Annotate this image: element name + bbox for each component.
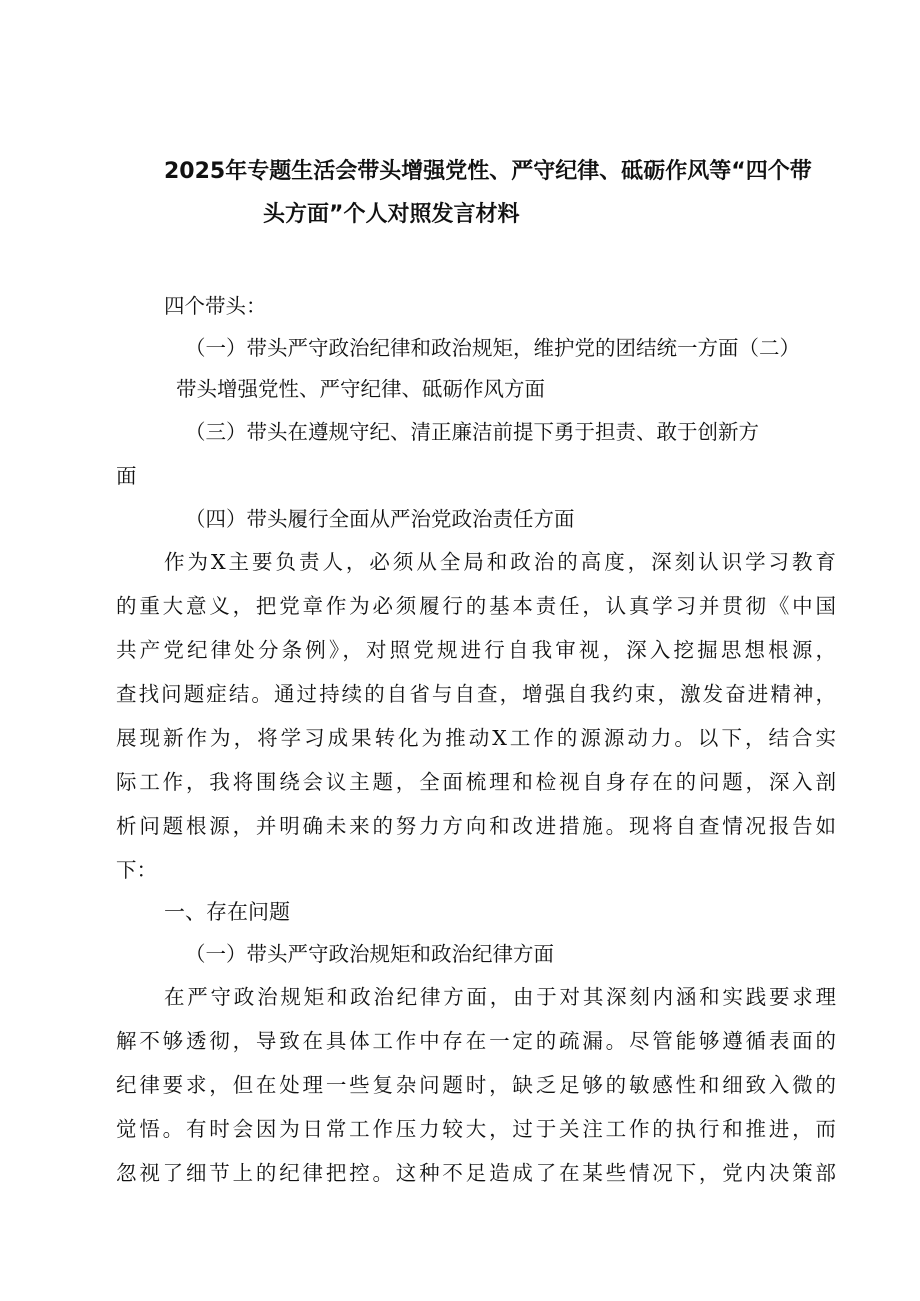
paragraph-line: 查找问题症结。通过持续的自省与自查，增强自我约束，激发奋进精神， [116,682,836,706]
section-heading-existing-problems: 一、存在问题 [164,900,290,924]
paragraph-line: 共产党纪律处分条例》，对照党规进行自我审视，深入挖掘思想根源， [116,638,836,662]
lead-item-3: （三）带头在遵规守纪、清正廉洁前提下勇于担责、敢于创新方 [185,420,759,444]
paragraph-line: 际工作，我将围绕会议主题，全面梳理和检视自身存在的问题，深入剖 [116,770,836,794]
paragraph-line: 展现新作为，将学习成果转化为推动X工作的源源动力。以下，结合实 [116,726,836,750]
paragraph-line: 解不够透彻，导致在具体工作中存在一定的疏漏。尽管能够遵循表面的 [116,1029,836,1053]
paragraph-line: 作为X主要负责人，必须从全局和政治的高度，深刻认识学习教育 [164,550,836,574]
document-title-line-1: 2025年专题生活会带头增强党性、严守纪律、砥砺作风等“四个带 [164,159,812,184]
lead-item-3-continued: 面 [116,464,137,488]
paragraph-line: 下： [116,858,157,882]
paragraph-line: 在严守政治规矩和政治纪律方面，由于对其深刻内涵和实践要求理 [164,985,836,1009]
paragraph-line: 的重大意义，把党章作为必须履行的基本责任，认真学习并贯彻《中国 [116,594,836,618]
lead-item-1: （一）带头严守政治纪律和政治规矩，维护党的团结统一方面（二） [185,336,800,360]
paragraph-line: 析问题根源，并明确未来的努力方向和改进措施。现将自查情况报告如 [116,814,836,838]
lead-item-2: 带头增强党性、严守纪律、砥砺作风方面 [176,377,545,401]
document-title-line-2: 头方面”个人对照发言材料 [263,202,520,227]
intro-paragraph [116,540,836,892]
paragraph-line: 忽视了细节上的纪律把控。这种不足造成了在某些情况下，党内决策部 [116,1161,836,1185]
paragraph-line: 纪律要求，但在处理一些复杂问题时，缺乏足够的敏感性和细致入微的 [116,1073,836,1097]
four-leads-label: 四个带头： [164,294,267,318]
paragraph-line: 觉悟。有时会因为日常工作压力较大，过于关注工作的执行和推进，而 [116,1117,836,1141]
subsection-heading-1: （一）带头严守政治规矩和政治纪律方面 [185,942,554,966]
section-1-paragraph [116,975,836,1195]
lead-item-4: （四）带头履行全面从严治党政治责任方面 [185,507,575,531]
